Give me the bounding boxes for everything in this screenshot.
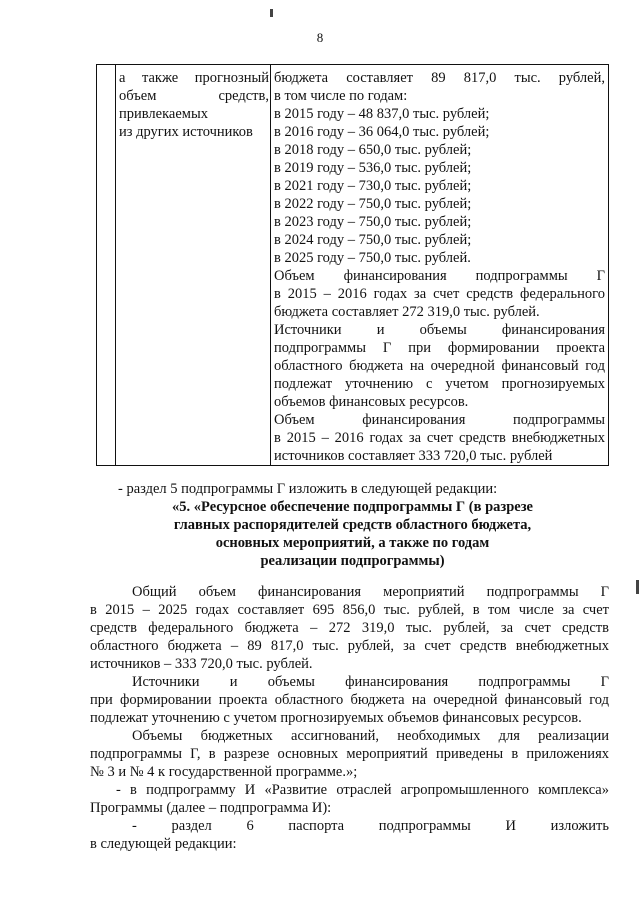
column-divider bbox=[115, 65, 116, 465]
text-line: бюджета составляет 272 319,0 тыс. рублей. bbox=[274, 304, 540, 320]
text-line: Объем финансирования подпрограммы bbox=[274, 412, 605, 428]
text-line: в 2015 – 2016 годах за счет средств внебюджетных bbox=[274, 430, 605, 446]
text-line: Общий объем финансирования мероприятий подпрограммы Г bbox=[132, 584, 609, 600]
paragraph-total-funding bbox=[90, 583, 609, 673]
text-line: источников составляет 333 720,0 тыс. рублей bbox=[274, 448, 553, 464]
text-line: Объем финансирования подпрограммы Г bbox=[274, 268, 605, 284]
text-line: - в подпрограмму И «Развитие отраслей агропромышленного комплекса» bbox=[116, 782, 609, 798]
text-line: источников – 333 720,0 тыс. рублей. bbox=[90, 656, 313, 672]
text-line: подпрограммы Г, в разрезе основных мероприятий приведены в приложениях bbox=[90, 746, 609, 762]
text-line: областного бюджета на очередной финансовый год bbox=[274, 358, 605, 374]
text-line: объемов финансовых ресурсов. bbox=[274, 394, 469, 410]
paragraph-sources bbox=[90, 673, 609, 727]
text-line: подлежат уточнению с учетом прогнозируемых объемов финансовых ресурсов. bbox=[90, 710, 582, 726]
text-line: в том числе по годам: bbox=[274, 88, 408, 104]
text-line: в 2024 году – 750,0 тыс. рублей; bbox=[274, 232, 472, 248]
text-line: а также прогнозный bbox=[119, 70, 269, 86]
text-line: в 2023 году – 750,0 тыс. рублей; bbox=[274, 214, 472, 230]
text-line: подлежат уточнению с учетом прогнозируемых bbox=[274, 376, 605, 392]
section-5-heading bbox=[96, 498, 609, 570]
scan-edge-mark bbox=[636, 580, 639, 594]
scan-edge-mark bbox=[270, 9, 273, 17]
text-line: в 2025 году – 750,0 тыс. рублей. bbox=[274, 250, 471, 266]
paragraph-allocations bbox=[90, 727, 609, 781]
heading-line: основных мероприятий, а также по годам bbox=[215, 535, 490, 551]
page-number: 8 bbox=[316, 30, 324, 45]
text-line: бюджета составляет 89 817,0 тыс. рублей, bbox=[274, 70, 605, 86]
text-line: в 2022 году – 750,0 тыс. рублей; bbox=[274, 196, 472, 212]
paragraph-section-6 bbox=[90, 817, 609, 853]
text-line: № 3 и № 4 к государственной программе.»; bbox=[90, 764, 358, 780]
text-line: объем средств, bbox=[119, 88, 269, 104]
table-label-cell bbox=[119, 69, 269, 141]
text-line: Источники и объемы финансирования bbox=[274, 322, 605, 338]
text-line: областного бюджета – 89 817,0 тыс. рублей, за счет средств внебюджетных bbox=[90, 638, 609, 654]
text-line: в 2021 году – 730,0 тыс. рублей; bbox=[274, 178, 472, 194]
text-line: подпрограммы Г при формировании проекта bbox=[274, 340, 605, 356]
passport-table bbox=[96, 64, 609, 466]
column-divider bbox=[270, 65, 271, 465]
table-value-cell bbox=[274, 69, 605, 465]
text-line: в 2018 году – 650,0 тыс. рублей; bbox=[274, 142, 472, 158]
text-line: в 2016 году – 36 064,0 тыс. рублей; bbox=[274, 124, 490, 140]
text-line: при формировании проекта областного бюджета на очередной финансовый год bbox=[90, 692, 609, 708]
heading-line: главных распорядителей средств областного бюджета, bbox=[173, 517, 532, 533]
text-line: в следующей редакции: bbox=[90, 836, 237, 852]
text-line: в 2019 году – 536,0 тыс. рублей; bbox=[274, 160, 472, 176]
text-line: из других источников bbox=[119, 124, 253, 140]
text-line: в 2015 году – 48 837,0 тыс. рублей; bbox=[274, 106, 490, 122]
text-line: Программы (далее – подпрограмма И): bbox=[90, 800, 332, 816]
paragraph-subprogram-i bbox=[90, 781, 609, 817]
heading-line: «5. «Ресурсное обеспечение подпрограммы Г (в разрезе bbox=[172, 499, 533, 515]
text-line: Объемы бюджетных ассигнований, необходимых для реализации bbox=[132, 728, 609, 744]
text-line: - раздел 6 паспорта подпрограммы И изложить bbox=[132, 818, 609, 834]
section-5-intro: - раздел 5 подпрограммы Г изложить в следующей редакции: bbox=[118, 481, 498, 497]
text-line: средств федерального бюджета – 272 319,0 тыс. рублей, за счет средств bbox=[90, 620, 609, 636]
text-line: в 2015 – 2016 годах за счет средств федерального bbox=[274, 286, 605, 302]
text-line: привлекаемых bbox=[119, 106, 208, 122]
text-line: в 2015 – 2025 годах составляет 695 856,0 тыс. рублей, в том числе за счет bbox=[90, 602, 609, 618]
heading-line: реализации подпрограммы) bbox=[260, 553, 445, 569]
text-line: Источники и объемы финансирования подпрограммы Г bbox=[132, 674, 609, 690]
